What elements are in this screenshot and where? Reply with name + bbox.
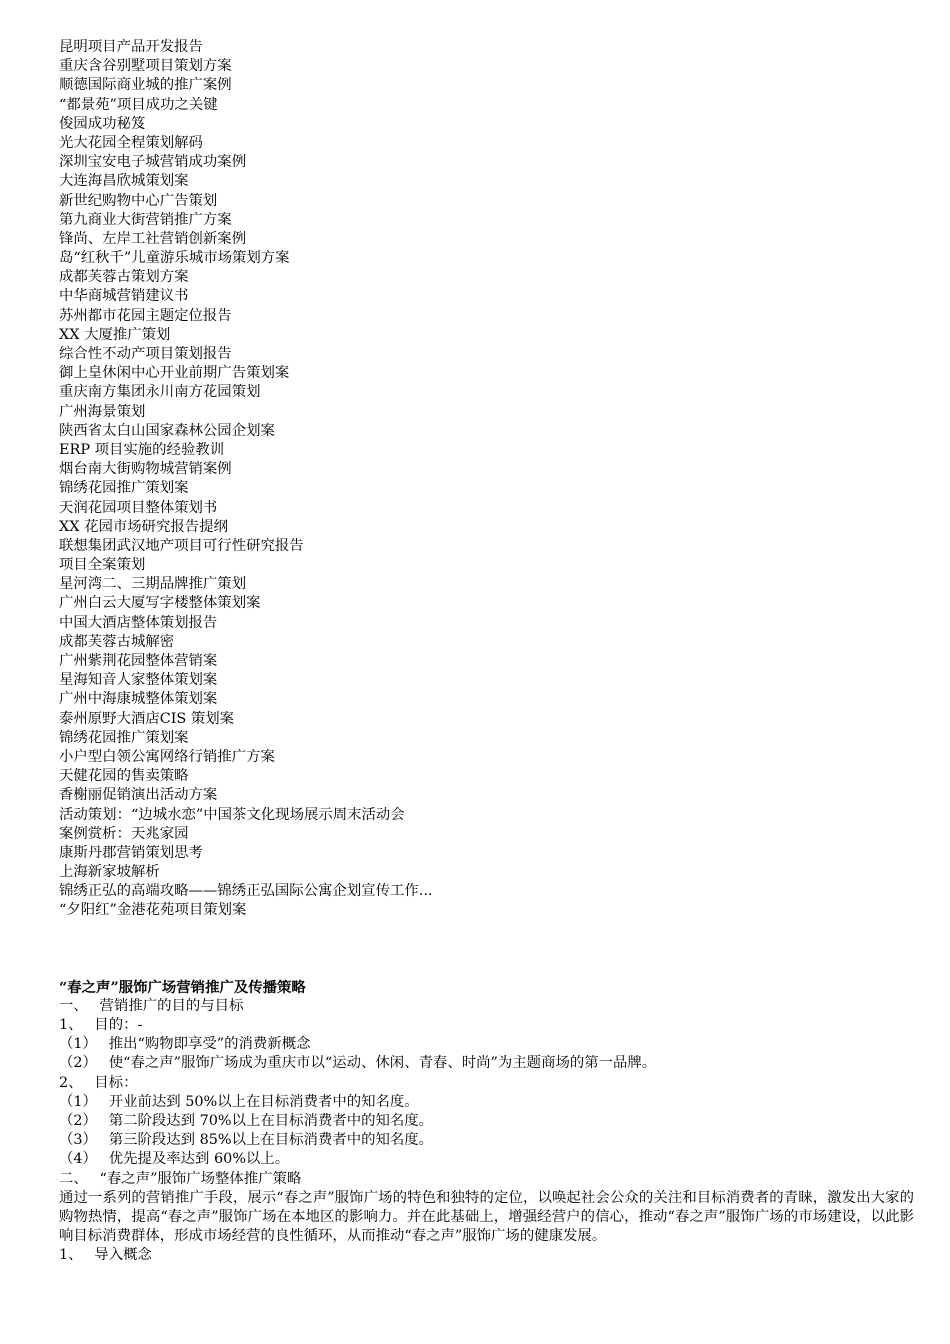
list-item: 案例赏析：天兆家园 [59,825,189,842]
document-page [59,38,914,1266]
list-item: 天健花园的售卖策略 [59,768,189,785]
list-item: 广州紫荆花园整体营销案 [59,653,218,669]
list-item: 锦绣花园推广策划案 [59,729,189,746]
list-item: 锋尚、左岸工社营销创新案例 [59,230,247,247]
list-item: 成都芙蓉古策划方案 [59,269,189,286]
list-item: 小户型白领公寓网络行销推广方案 [59,748,275,765]
list-item: 星海知音人家整体策划案 [59,672,218,689]
list-item: 新世纪购物中心广告策划 [59,192,218,209]
list-item: （2） 第二阶段达到 70%以上在目标消费者中的知名度。 [59,1112,434,1129]
list-item: XX 大厦推广策划 [59,326,171,343]
list-item: 深圳宝安电子城营销成功案例 [59,154,247,171]
article-title: “春之声”服饰广场营销推广及传播策略 [59,978,306,996]
list-item: 锦绣花园推广策划案 [59,480,189,497]
list-item: ERP 项目实施的经验教训 [59,441,225,458]
list-item: 苏州都市花园主题定位报告 [59,307,232,324]
subsection-heading: 2、 目标： [59,1074,138,1091]
list-item: 广州白云大厦写字楼整体策划案 [59,595,261,612]
list-item: 星河湾二、三期品牌推广策划 [59,576,247,593]
list-item: 泰州原野大酒店CIS 策划案 [59,710,235,727]
list-item: 综合性不动产项目策划报告 [59,346,232,362]
list-item: 陕西省太白山国家森林公园企划案 [59,422,275,439]
list-item: （1） 开业前达到 50%以上在目标消费者中的知名度。 [59,1093,419,1110]
list-item: 上海新家坡解析 [59,864,160,881]
list-item: 大连海昌欣城策划案 [59,173,189,190]
article [59,978,914,1266]
list-item: 中华商城营销建议书 [59,288,189,305]
list-item: 光大花园全程策划解码 [59,134,203,151]
article-list [59,38,914,921]
list-item: “夕阳红”金港花苑项目策划案 [59,902,247,919]
list-item: 御上皇休闲中心开业前期广告策划案 [59,365,290,382]
list-item: （3） 第三阶段达到 85%以上在目标消费者中的知名度。 [59,1132,434,1149]
list-item: 重庆含谷别墅项目策划方案 [59,58,232,75]
list-item: （2） 使“春之声”服饰广场成为重庆市以“运动、休闲、青春、时尚”为主题商场的第一品牌。 [59,1055,657,1072]
section-heading: 一、 营销推广的目的与目标 [59,997,244,1014]
list-item: 烟台南大街购物城营销案例 [59,461,232,478]
list-item: 广州海景策划 [59,403,146,420]
list-item: （4） 优先提及率达到 60%以上。 [59,1151,290,1168]
section-heading: 二、 “春之声”服饰广场整体推广策略 [59,1170,302,1187]
list-item: 岛“红秋千”儿童游乐城市场策划方案 [59,250,290,267]
list-item: 顺德国际商业城的推广案例 [59,77,232,94]
list-item: 香榭丽促销演出活动方案 [59,787,218,804]
list-item: 中国大酒店整体策划报告 [59,614,218,631]
spacer [59,921,914,978]
subsection-heading: 1、 导入概念 [59,1247,152,1264]
list-item: （1） 推出“购物即享受”的消费新概念 [59,1036,311,1053]
body-paragraph: 通过一系列的营销推广手段，展示“春之声”服饰广场的特色和独特的定位，以唤起社会公众的关注和目标消费者的青睐，激发出大家的购物热情，提高“春之声”服饰广场在本地区的影响力。并在此基础上，增强经营户的信心，推动“春之声”服饰广场的市场建设，以此影响目标消费群体，形成市场经营的良性循环，从而推动“春之声”服饰广场的健康发展。 [59,1189,914,1245]
list-item: 天润花园项目整体策划书 [59,499,218,516]
list-item: 第九商业大街营销推广方案 [59,211,232,228]
list-item: 昆明项目产品开发报告 [59,39,203,55]
list-item: 俊园成功秘笈 [59,115,146,132]
list-item: 康斯丹郡营销策划思考 [59,844,203,861]
list-item: 重庆南方集团永川南方花园策划 [59,384,261,401]
list-item: “都景苑”项目成功之关键 [59,96,218,113]
list-item: 广州中海康城整体策划案 [59,691,218,708]
subsection-heading: 1、 目的：- [59,1017,143,1034]
list-item: XX 花园市场研究报告提纲 [59,518,228,535]
list-item: 锦绣正弘的高端攻略——锦绣正弘国际公寓企划宣传工作... [59,883,433,900]
list-item: 联想集团武汉地产项目可行性研究报告 [59,537,304,554]
list-item: 活动策划：“边城水恋”中国茶文化现场展示周末活动会 [59,806,405,823]
list-item: 项目全案策划 [59,557,146,574]
list-item: 成都芙蓉古城解密 [59,633,175,650]
